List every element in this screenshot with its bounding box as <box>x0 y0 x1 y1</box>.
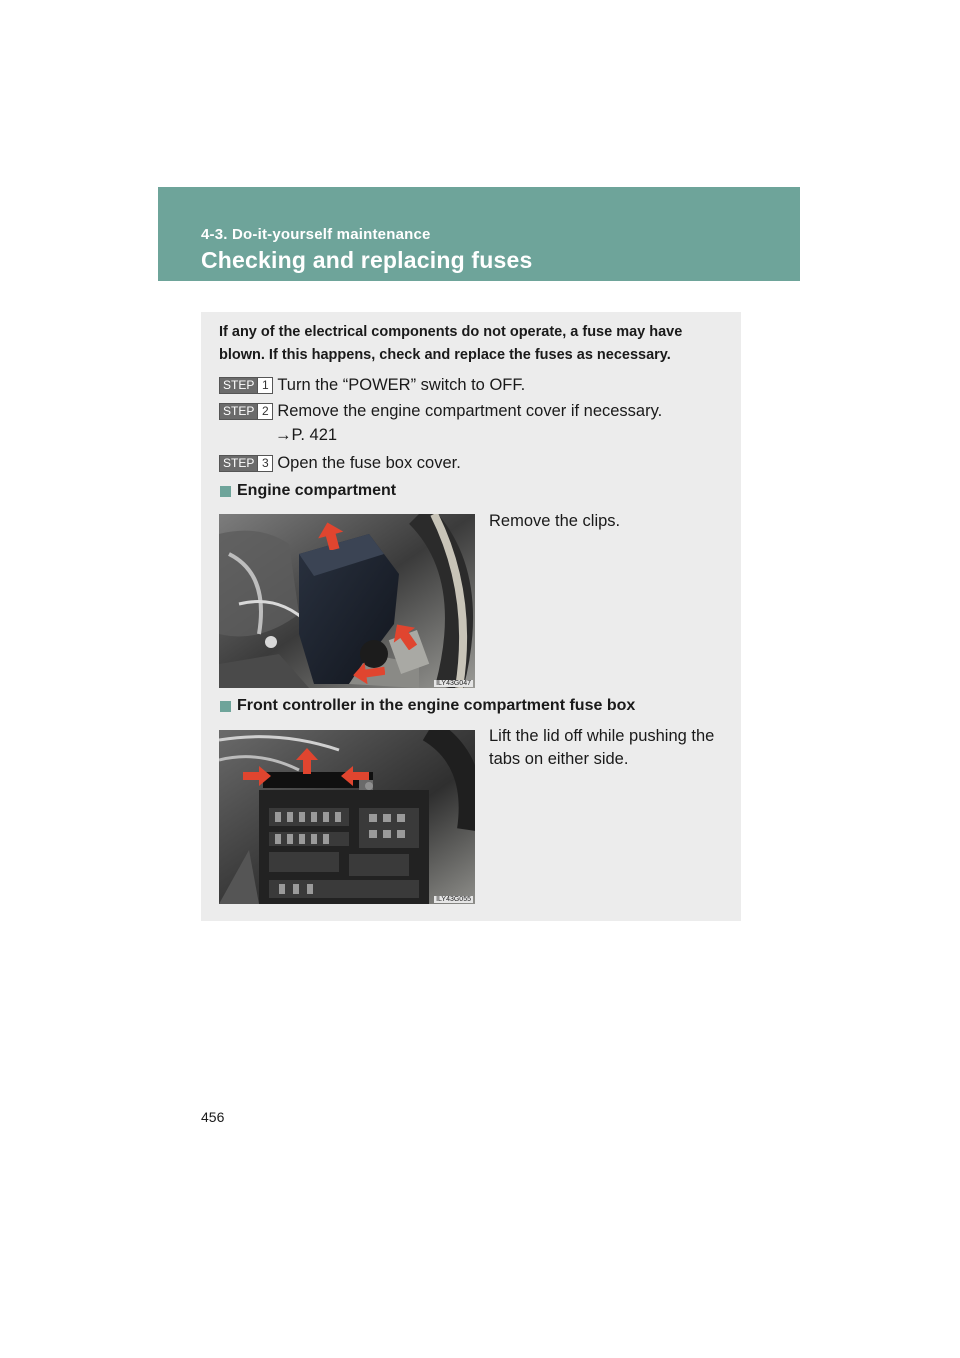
page-title: Checking and replacing fuses <box>201 247 533 273</box>
square-bullet-icon <box>220 701 231 712</box>
image-code: ILY43G055 <box>436 896 471 903</box>
page-reference: →P. 421 <box>275 426 338 444</box>
step-badge: STEP 1 <box>219 377 273 394</box>
step-badge: STEP 2 <box>219 403 273 420</box>
red-arrow-icon <box>341 766 369 786</box>
red-arrow-icon <box>392 622 418 650</box>
header-band <box>158 187 800 281</box>
page-number: 456 <box>201 1109 225 1125</box>
step-1 <box>219 374 525 396</box>
subheading-front-controller: Front controller in the engine compartment fuse box <box>220 697 635 715</box>
caption-remove-clips: Remove the clips. <box>489 512 621 530</box>
image-code: ILY43G047 <box>436 680 471 687</box>
red-arrow-icon <box>296 748 318 774</box>
caption-lift-lid: Lift the lid off while pushing the tabs on either side. <box>489 727 715 768</box>
step-text: Remove the engine compartment cover if necessary. <box>277 401 663 420</box>
intro-text: If any of the electrical components do not operate, a fuse may have blown. If this happens, check and replace the fuses as necessary. <box>219 324 683 363</box>
step-badge: STEP 3 <box>219 455 273 472</box>
red-arrow-icon <box>353 662 385 684</box>
content-panel <box>201 312 741 921</box>
step-text: Open the fuse box cover. <box>277 453 461 472</box>
red-arrow-icon <box>243 766 271 786</box>
red-arrow-icon <box>318 522 344 550</box>
subheading-engine-compartment: Engine compartment <box>220 482 396 500</box>
section-label: 4-3. Do-it-yourself maintenance <box>201 226 431 243</box>
square-bullet-icon <box>220 486 231 497</box>
fuse-box-cover-photo <box>219 514 475 688</box>
fuse-box-photo <box>219 730 475 904</box>
step-2 <box>219 400 662 422</box>
step-text: Turn the “POWER” switch to OFF. <box>277 375 526 394</box>
step-3 <box>219 452 461 474</box>
